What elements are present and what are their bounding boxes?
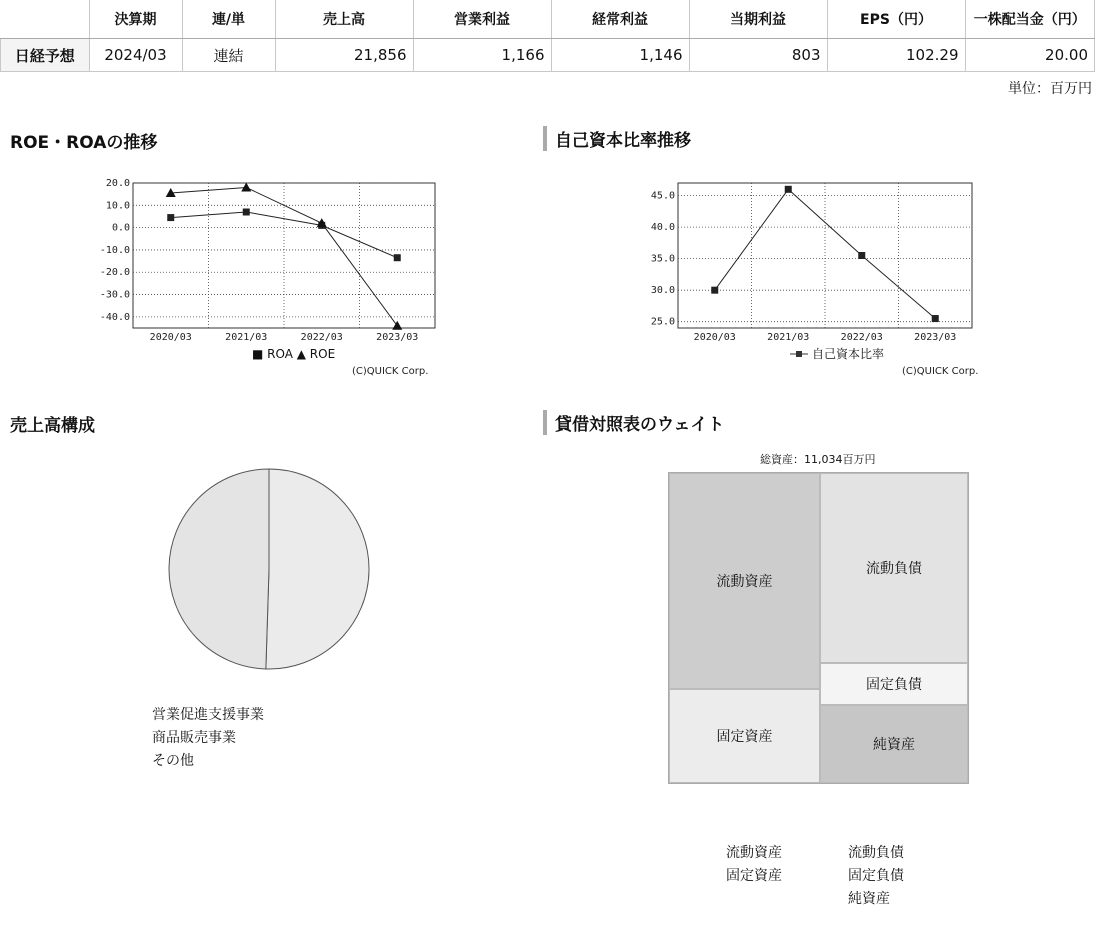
bs-net-assets <box>820 705 968 783</box>
sales-legend <box>152 704 264 773</box>
data-point-ROA <box>243 209 250 216</box>
y-tick-label: 10.0 <box>105 200 130 212</box>
data-point-自己資本比率 <box>932 315 939 322</box>
y-tick-label: -20.0 <box>99 267 130 279</box>
row-sales: 21,856 <box>275 39 413 72</box>
data-point-ROA <box>167 214 174 221</box>
forecast-header-row <box>1 0 1095 39</box>
equity-ratio-chart <box>640 178 980 343</box>
bs-title: 貸借対照表のウェイト <box>543 410 724 435</box>
row-eps: 102.29 <box>827 39 965 72</box>
forecast-row <box>1 39 1095 72</box>
row-op-profit: 1,166 <box>413 39 551 72</box>
roe-copyright: (C)QUICK Corp. <box>352 366 429 377</box>
data-point-自己資本比率 <box>858 252 865 259</box>
x-tick-label: 2023/03 <box>376 332 419 343</box>
bs-total: 総資産：11,034百万円 <box>760 453 876 466</box>
header-sales: 売上高 <box>275 0 413 39</box>
data-point-ROA <box>394 254 401 261</box>
row-type: 連結 <box>182 39 275 72</box>
bs-legend-item: 流動資産 <box>726 845 782 861</box>
bs-legend-right <box>848 842 904 911</box>
x-tick-label: 2020/03 <box>149 332 192 343</box>
row-label: 日経予想 <box>1 39 90 72</box>
forecast-table <box>0 0 1095 72</box>
bs-net-assets-label: 純資産 <box>873 737 915 753</box>
bs-fixed-assets-label: 固定資産 <box>716 729 773 745</box>
equity-legend-marker-icon <box>790 349 808 359</box>
equity-copyright: (C)QUICK Corp. <box>902 366 979 377</box>
y-tick-label: 25.0 <box>650 316 675 328</box>
header-net-profit: 当期利益 <box>689 0 827 39</box>
y-tick-label: 45.0 <box>650 190 675 202</box>
pie-slice-0 <box>266 469 369 669</box>
row-dividend: 20.00 <box>965 39 1095 72</box>
y-tick-label: 35.0 <box>650 253 675 265</box>
y-tick-label: -10.0 <box>99 244 130 256</box>
bs-fixed-liab <box>820 663 968 705</box>
row-ord-profit: 1,146 <box>551 39 689 72</box>
sales-legend-item: 商品販売事業 <box>152 730 236 746</box>
x-tick-label: 2022/03 <box>840 332 883 343</box>
sales-title: 売上高構成 <box>10 416 95 436</box>
bs-legend-left <box>726 842 782 888</box>
header-blank <box>1 0 90 39</box>
y-tick-label: 40.0 <box>650 222 675 234</box>
bs-legend-item: 固定負債 <box>848 868 904 884</box>
equity-legend-label: 自己資本比率 <box>812 347 885 361</box>
roe-roa-chart <box>95 178 445 343</box>
y-tick-label: -30.0 <box>99 289 130 301</box>
pie-slice-1 <box>169 469 269 669</box>
sales-legend-item: 営業促進支援事業 <box>152 707 264 723</box>
sales-legend-item: その他 <box>152 753 194 769</box>
x-tick-label: 2021/03 <box>767 332 810 343</box>
header-ord-profit: 経常利益 <box>551 0 689 39</box>
data-point-自己資本比率 <box>711 287 718 294</box>
bs-legend-item: 流動負債 <box>848 845 904 861</box>
roe-legend: ■ ROA ▲ ROE <box>252 347 336 361</box>
equity-title: 自己資本比率推移 <box>543 126 691 151</box>
bs-current-liab <box>820 473 968 663</box>
sales-pie-chart <box>166 466 372 672</box>
unit-note: 単位：百万円 <box>1008 81 1092 97</box>
bs-current-assets-label: 流動資産 <box>716 574 773 590</box>
y-tick-label: 30.0 <box>650 285 675 297</box>
y-tick-label: -40.0 <box>99 311 130 323</box>
y-tick-label: 20.0 <box>105 178 130 189</box>
y-tick-label: 0.0 <box>111 222 130 234</box>
bs-fixed-liab-label: 固定負債 <box>866 677 922 693</box>
header-type: 連/単 <box>182 0 275 39</box>
data-point-自己資本比率 <box>785 186 792 193</box>
roe-title: ROE・ROAの推移 <box>10 133 158 153</box>
header-eps: EPS（円） <box>827 0 965 39</box>
header-dividend: 一株配当金（円） <box>965 0 1095 39</box>
bs-current-assets <box>669 473 820 689</box>
bs-chart <box>668 472 969 784</box>
bs-fixed-assets <box>669 689 820 783</box>
row-net-profit: 803 <box>689 39 827 72</box>
bs-legend-item: 純資産 <box>848 891 890 907</box>
x-tick-label: 2020/03 <box>693 332 736 343</box>
header-period: 決算期 <box>89 0 182 39</box>
header-op-profit: 営業利益 <box>413 0 551 39</box>
row-period: 2024/03 <box>89 39 182 72</box>
bs-current-liab-label: 流動負債 <box>866 561 922 577</box>
bs-legend-item: 固定資産 <box>726 868 782 884</box>
equity-legend <box>790 345 884 362</box>
x-tick-label: 2021/03 <box>225 332 268 343</box>
x-tick-label: 2023/03 <box>914 332 957 343</box>
x-tick-label: 2022/03 <box>300 332 343 343</box>
